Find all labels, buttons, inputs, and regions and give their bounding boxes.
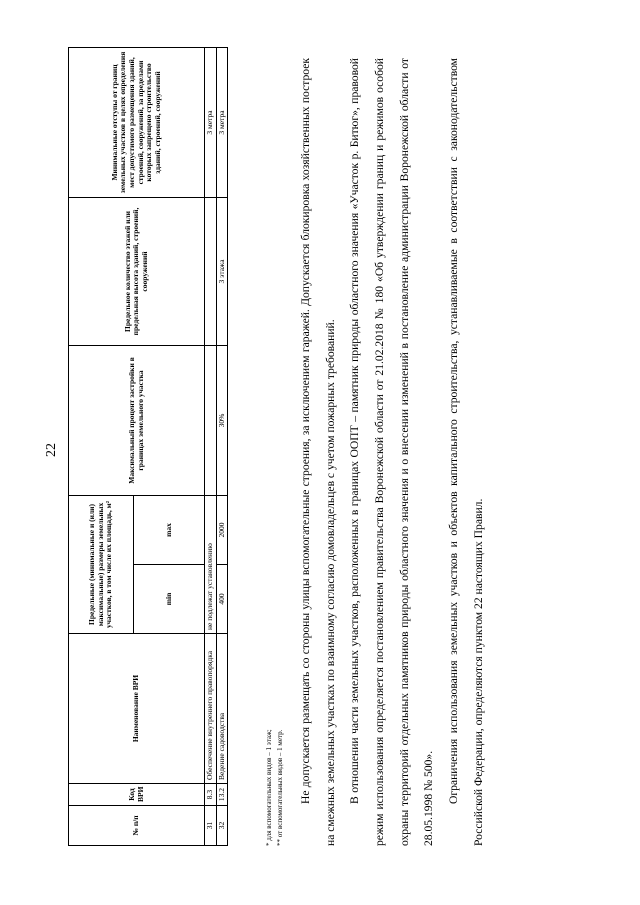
table-row <box>216 47 228 845</box>
row-percent <box>205 345 217 495</box>
row-num: 32 <box>216 806 228 846</box>
header-area: Предельные (минимальные и (или) максимальные) размеры земельных участков, в том числе их площадь, м² <box>69 495 134 633</box>
footnote-1: * для вспомогательных видов – 1 этаж; <box>265 729 273 846</box>
row-name: Ведение садоводства <box>216 634 228 784</box>
row-percent: 30% <box>216 345 228 495</box>
page-number: 22 <box>44 443 59 457</box>
row-min: 400 <box>216 565 228 634</box>
table-footnotes <box>264 56 285 846</box>
row-setback: 3 метра <box>205 47 217 197</box>
row-num: 31 <box>205 806 217 846</box>
row-name: Обеспечение внутреннего правопорядка <box>205 634 217 784</box>
header-floors: Предельное количество этажей или предельная высота зданий, строений, сооружений <box>69 197 205 345</box>
vri-table <box>68 47 228 846</box>
header-num: № п/п <box>69 806 205 846</box>
row-floors <box>205 197 217 345</box>
row-code: 8.3 <box>205 784 217 806</box>
row-setback: 3 метра <box>216 47 228 197</box>
table-row <box>205 47 217 845</box>
header-setback: Минимальные отступы от границ земельных участков в целях определения мест допустимого размещения зданий, строений, сооружений, за пределами которых запрещено строительство зданий, строений, сооружений <box>69 47 205 197</box>
footnote-2: ** от вспомогательных видов – 1 метр. <box>275 729 284 846</box>
header-min: min <box>134 565 205 634</box>
rotated-page <box>44 44 584 856</box>
header-name: Наименование ВРИ <box>69 634 205 784</box>
paragraph: В отношении части земельных участков, расположенных в границах ООПТ – памятник природы областного значения «Участок р. Битюг», правовой режим использования определяется постановлением правительства Воронежской области от 21.02.2018 № 180 «Об утверждении границ и режимов особой охраны территорий отдельных памятников природы областного значения и о внесении изменений в постановление администрации Воронежской области от 28.05.1998 № 500». <box>348 58 436 846</box>
body-text <box>294 58 492 846</box>
row-code: 13.2 <box>216 784 228 806</box>
row-area-merged: не подлежат установлению <box>205 495 217 633</box>
paragraph: Не допускается размещать со стороны улицы вспомогательные строения, за исключением гаражей. Допускается блокировка хозяйственных построек на смежных земельных участках по взаимному согласию домовладельцев с учетом пожарных требований. <box>299 58 337 846</box>
row-max: 2000 <box>216 495 228 564</box>
paragraph: Ограничения использования земельных участков и объектов капитального строительства, устанавливаемые в соответствии с законодательством Российской Федерации, определяются пунктом 22 настоящих Правил. <box>447 58 485 846</box>
header-code: Код ВРИ <box>69 784 205 806</box>
header-max: max <box>134 495 205 564</box>
header-percent: Максимальный процент застройки в границах земельного участка <box>69 345 205 495</box>
row-floors: 3 этажа <box>216 197 228 345</box>
table-header-row <box>69 47 134 845</box>
